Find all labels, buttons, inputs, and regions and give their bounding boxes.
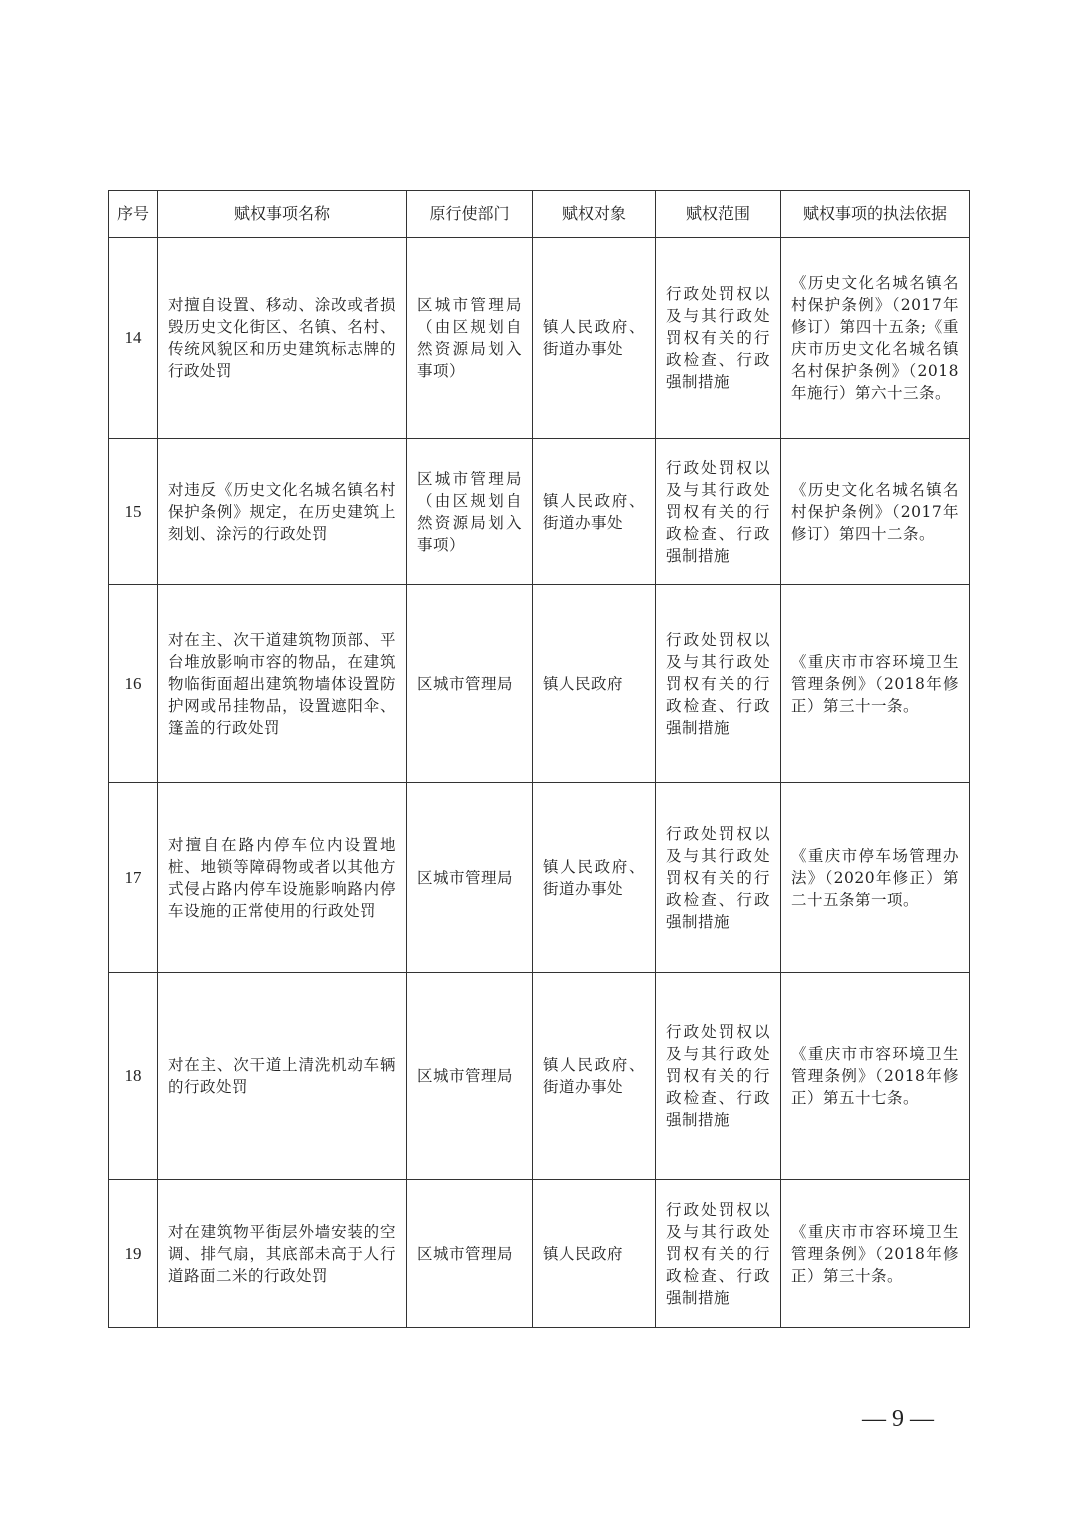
row-legal-basis bbox=[781, 439, 970, 585]
row-original-department-text: 区城市管理局（由区规划自然资源局划入事项） bbox=[417, 469, 522, 554]
row-legal-basis bbox=[781, 1180, 970, 1328]
row-legal-basis-text: 《重庆市市容环境卫生管理条例》（2018年修正）第五十七条。 bbox=[791, 1045, 959, 1107]
row-authorized-target-text: 镇人民政府、街道办事处 bbox=[543, 318, 645, 358]
row-serial-number: 18 bbox=[109, 973, 158, 1180]
row-serial-number: 17 bbox=[109, 783, 158, 973]
row-serial-number: 16 bbox=[109, 585, 158, 783]
row-original-department bbox=[407, 783, 533, 973]
row-item-name-text: 对擅自设置、移动、涂改或者损毁历史文化街区、名镇、名村、传统风貌区和历史建筑标志牌的行政处罚 bbox=[168, 296, 396, 380]
row-authorization-scope bbox=[656, 585, 781, 783]
row-item-name bbox=[158, 1180, 407, 1328]
row-authorized-target-text: 镇人民政府、街道办事处 bbox=[543, 491, 645, 532]
row-original-department bbox=[407, 585, 533, 783]
header-serial-number: 序号 bbox=[109, 191, 158, 238]
header-row bbox=[109, 191, 970, 238]
row-serial-number: 15 bbox=[109, 439, 158, 585]
row-authorized-target bbox=[533, 783, 656, 973]
row-original-department-text: 区城市管理局 bbox=[417, 1244, 514, 1263]
row-serial-number: 19 bbox=[109, 1180, 158, 1328]
row-item-name-text: 对违反《历史文化名城名镇名村保护条例》规定，在历史建筑上刻划、涂污的行政处罚 bbox=[168, 480, 396, 543]
row-authorized-target bbox=[533, 439, 656, 585]
row-authorization-scope-text: 行政处罚权以及与其行政处罚权有关的行政检查、行政强制措施 bbox=[666, 458, 770, 565]
row-original-department bbox=[407, 1180, 533, 1328]
row-authorization-scope bbox=[656, 238, 781, 439]
row-authorization-scope-text: 行政处罚权以及与其行政处罚权有关的行政检查、行政强制措施 bbox=[666, 1023, 770, 1129]
row-authorized-target-text: 镇人民政府 bbox=[543, 1244, 624, 1263]
row-legal-basis-text: 《历史文化名城名镇名村保护条例》（2017年修订）第四十二条。 bbox=[791, 480, 959, 543]
row-original-department-text: 区城市管理局 bbox=[417, 1067, 514, 1085]
row-authorized-target bbox=[533, 973, 656, 1180]
row-authorization-scope-text: 行政处罚权以及与其行政处罚权有关的行政检查、行政强制措施 bbox=[666, 824, 770, 931]
row-legal-basis bbox=[781, 973, 970, 1180]
row-serial-number: 14 bbox=[109, 238, 158, 439]
header-legal-basis: 赋权事项的执法依据 bbox=[781, 191, 970, 238]
row-legal-basis-text: 《历史文化名城名镇名村保护条例》（2017年修订）第四十五条;《重庆市历史文化名城名镇名村保护条例》（2018年施行）第六十三条。 bbox=[791, 274, 959, 402]
row-authorized-target-text: 镇人民政府、街道办事处 bbox=[543, 1056, 645, 1096]
row-legal-basis-text: 《重庆市市容环境卫生管理条例》（2018年修正）第三十一条。 bbox=[791, 652, 959, 715]
row-item-name bbox=[158, 783, 407, 973]
row-item-name bbox=[158, 238, 407, 439]
row-original-department-text: 区城市管理局（由区规划自然资源局划入事项） bbox=[417, 296, 522, 380]
row-authorization-scope bbox=[656, 439, 781, 585]
row-item-name-text: 对在主、次干道上清洗机动车辆的行政处罚 bbox=[168, 1056, 396, 1096]
header-original-department: 原行使部门 bbox=[407, 191, 533, 238]
table-row bbox=[109, 1180, 970, 1328]
row-authorization-scope-text: 行政处罚权以及与其行政处罚权有关的行政检查、行政强制措施 bbox=[666, 630, 770, 737]
table-row bbox=[109, 973, 970, 1180]
row-authorized-target bbox=[533, 1180, 656, 1328]
header-authorization-scope: 赋权范围 bbox=[656, 191, 781, 238]
header-item-name: 赋权事项名称 bbox=[158, 191, 407, 238]
table-row bbox=[109, 238, 970, 439]
row-original-department bbox=[407, 238, 533, 439]
row-item-name-text: 对在建筑物平街层外墙安装的空调、排气扇，其底部未高于人行道路面二米的行政处罚 bbox=[168, 1222, 396, 1285]
row-item-name-text: 对在主、次干道建筑物顶部、平台堆放影响市容的物品，在建筑物临街面超出建筑物墙体设置防护网或吊挂物品，设置遮阳伞、篷盖的行政处罚 bbox=[168, 630, 396, 737]
row-authorized-target-text: 镇人民政府、街道办事处 bbox=[543, 857, 645, 898]
row-authorization-scope-text: 行政处罚权以及与其行政处罚权有关的行政检查、行政强制措施 bbox=[666, 1200, 770, 1307]
row-item-name-text: 对擅自在路内停车位内设置地桩、地锁等障碍物或者以其他方式侵占路内停车设施影响路内停车设施的正常使用的行政处罚 bbox=[168, 835, 396, 920]
page-number: — 9 — bbox=[862, 1406, 934, 1432]
row-authorization-scope-text: 行政处罚权以及与其行政处罚权有关的行政检查、行政强制措施 bbox=[666, 285, 770, 391]
row-authorized-target bbox=[533, 585, 656, 783]
row-authorization-scope bbox=[656, 783, 781, 973]
row-legal-basis bbox=[781, 238, 970, 439]
table-body bbox=[109, 238, 970, 1328]
row-original-department bbox=[407, 439, 533, 585]
row-legal-basis bbox=[781, 783, 970, 973]
table-row bbox=[109, 585, 970, 783]
header-authorized-target: 赋权对象 bbox=[533, 191, 656, 238]
row-authorized-target bbox=[533, 238, 656, 439]
row-original-department-text: 区城市管理局 bbox=[417, 674, 514, 693]
table-header bbox=[109, 191, 970, 238]
row-item-name bbox=[158, 973, 407, 1180]
row-item-name bbox=[158, 439, 407, 585]
row-authorized-target-text: 镇人民政府 bbox=[543, 674, 624, 693]
row-authorization-scope bbox=[656, 1180, 781, 1328]
row-original-department bbox=[407, 973, 533, 1180]
row-legal-basis bbox=[781, 585, 970, 783]
row-item-name bbox=[158, 585, 407, 783]
row-legal-basis-text: 《重庆市停车场管理办法》（2020年修正）第二十五条第一项。 bbox=[791, 846, 959, 909]
row-authorization-scope bbox=[656, 973, 781, 1180]
row-original-department-text: 区城市管理局 bbox=[417, 868, 514, 887]
row-legal-basis-text: 《重庆市市容环境卫生管理条例》（2018年修正）第三十条。 bbox=[791, 1222, 959, 1285]
table-row bbox=[109, 783, 970, 973]
table-row bbox=[109, 439, 970, 585]
authorization-items-table bbox=[108, 190, 970, 1328]
